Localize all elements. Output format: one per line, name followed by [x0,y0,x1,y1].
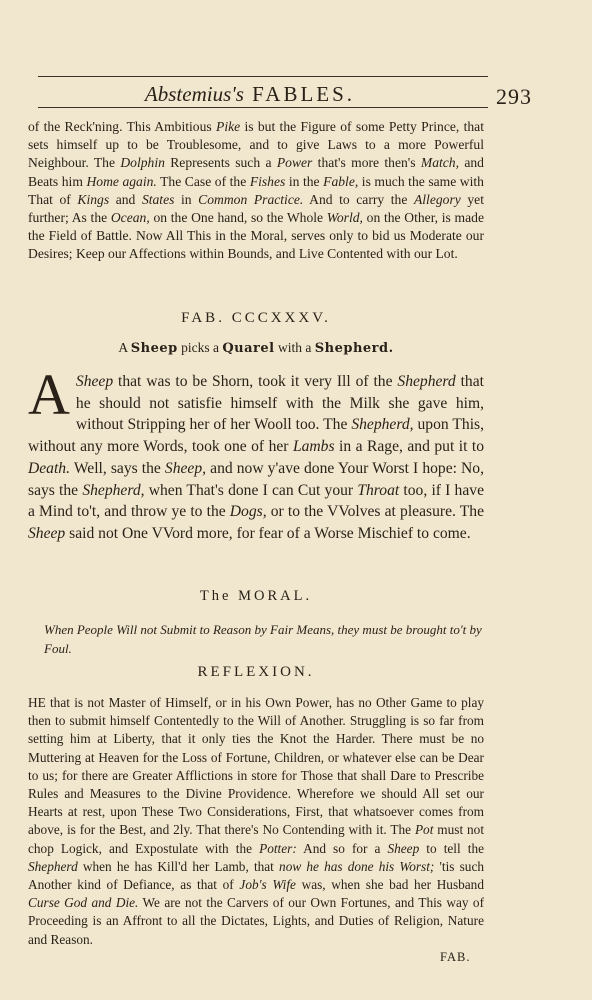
text-run: and now y'ave done Your Worst I hope: No, says the [28,459,484,499]
text-run: A [118,340,131,355]
reflexion-text [28,694,484,949]
text-run: when he has Kill'd her Lamb, that [77,858,280,874]
running-title-caps: FABLES. [252,82,356,106]
italic-text: Dolphin [120,155,165,171]
moral-heading: The MORAL. [199,588,313,604]
text-run: that was to be Shorn, took it very Ill of the [113,373,398,390]
text-run: on the Other, is made the Field of Battle. Now All This in the Moral, serves only to bid us Moderate our Desires; Keep our Affections within Bounds, and Live Contented with our Lot. [28,210,484,262]
running-title-italic: Abstemius's [144,82,244,106]
italic-text: now he has done his Worst; [279,858,435,874]
text-run: too, if I have a Mind to't, and throw ye to the [28,481,484,521]
text-run: Well, says the [70,459,165,477]
text-run: with a [274,340,315,355]
text-run: We are not the Carvers of our Own Fortunes, and This way of Proceeding is an Affront to all the Dictates, Lights, and Duties of Religion, Nature and Reason. [28,895,485,947]
text-run: when That's done I can Cut your [144,481,358,499]
text-run: And to carry the [303,191,414,207]
text-run: said not One VVord more, for fear of a Worse Mischief to come. [65,524,471,542]
text-run: in the [285,173,324,189]
italic-text: Pike [216,119,241,134]
text-run: or to the VVolves at pleasure. The [266,503,484,521]
italic-text: Dogs, [229,503,267,521]
italic-text: Sheep [28,524,66,542]
drop-cap: A [28,362,70,427]
italic-text: Curse God and Die. [28,895,139,911]
italic-text: Throat [357,481,400,499]
italic-text: Shepherd, [351,416,414,434]
text-run: that's more then's [312,155,421,171]
carryover-paragraph [28,118,484,264]
italic-text: Ocean, [110,210,150,226]
italic-text: Job's Wife [239,877,296,893]
italic-text: States [141,191,175,207]
text-run: in [174,191,199,207]
italic-text: Common Practice. [198,191,304,207]
fable-subtitle [28,340,484,356]
italic-text: Fishes [249,173,286,189]
italic-text: Shepherd [397,373,456,390]
fable-body [28,362,484,542]
text-run: to tell the [419,840,484,856]
catchword: FAB. [440,950,471,964]
reflexion-heading: REFLEXION. [197,664,315,680]
italic-text: Potter: [259,840,297,856]
header-rule-bottom [38,107,488,108]
italic-text: Shepherd, [82,481,145,499]
text-run: Represents such a [164,155,277,171]
text-run: must not chop Logick, and Expostulate with the [28,822,485,856]
italic-text: Death. [28,459,71,477]
text-run: on the One hand, so the Whole [149,210,327,226]
italic-text: Sheep, [164,459,207,477]
moral-text: When People Will not Submit to Reason by Fair Means, they must be brought to't by Foul. [44,622,482,656]
italic-text: Pot [414,822,434,838]
text-run: 'tis such Another kind of Defiance, as that of [28,858,485,893]
text-run: upon This, without any more Words, took one of her [28,416,484,456]
text-run: The Case of the [156,173,250,189]
italic-text: Fable, [323,173,359,189]
italic-text: Power [276,155,313,171]
blackletter-text: Shepherd. [314,341,394,356]
text-run: is much the same with That of [28,173,484,207]
italic-text: Shepherd [28,858,78,874]
text-run: and [109,191,142,207]
italic-text: Allegory [413,191,461,207]
italic-text: Sheep [387,840,420,856]
blackletter-text: Quarel [222,341,275,356]
fable-number-heading: FAB. CCCXXXV. [181,310,331,326]
page-number: 293 [496,84,532,109]
header-rule-top [38,76,488,77]
italic-text: Lambs [292,438,335,456]
italic-text: Home again. [86,173,157,189]
text-run: in a Rage, and put it to [334,438,484,456]
text-run: was, when she bad her Husband [295,877,484,893]
text-run: and Beats him [28,155,484,189]
text-run: that he should not satisfie himself with the Milk she gave him, without Stripping her of her Wooll too. The [75,373,484,434]
italic-text: Kings [77,191,110,207]
italic-text: Match, [420,155,460,171]
text-run: HE that is not Master of Himself, or in his Own Power, has no Other Game to play then to submit himself Contentedly to the Will of Another. Struggling is so far from setting him at Liberty, that it only ties the Knot the Harder. There must be no Muttering at Heaven for the Loss of Fortune, Children, or whatever else can be Dear to us; for there are Greater Afflictions in store for Those that shall Dare to Prescribe Rules and Measures to the Divine Providence. Wherefore we should All set our Hearts at rest, upon These Two Considerations, First, that whatsoever comes from above, is for the Best, and 2ly. That there's No Contending with it. The [28,695,484,838]
fable-text [28,362,484,545]
text-run: of the Reck'ning. This Ambitious [28,119,217,134]
text-run: yet further; As the [28,191,484,226]
running-title [100,82,400,107]
text-run: is but the Figure of some Petty Prince, that sets himself up to be Troublesome, and to give Laws to a more Powerful Neighbour. The [28,119,484,171]
italic-text: World, [326,210,363,226]
text-run: And so for a [296,840,388,856]
text-run: picks a [177,340,223,355]
blackletter-text: Sheep [130,341,178,356]
italic-text: Sheep [75,373,114,390]
